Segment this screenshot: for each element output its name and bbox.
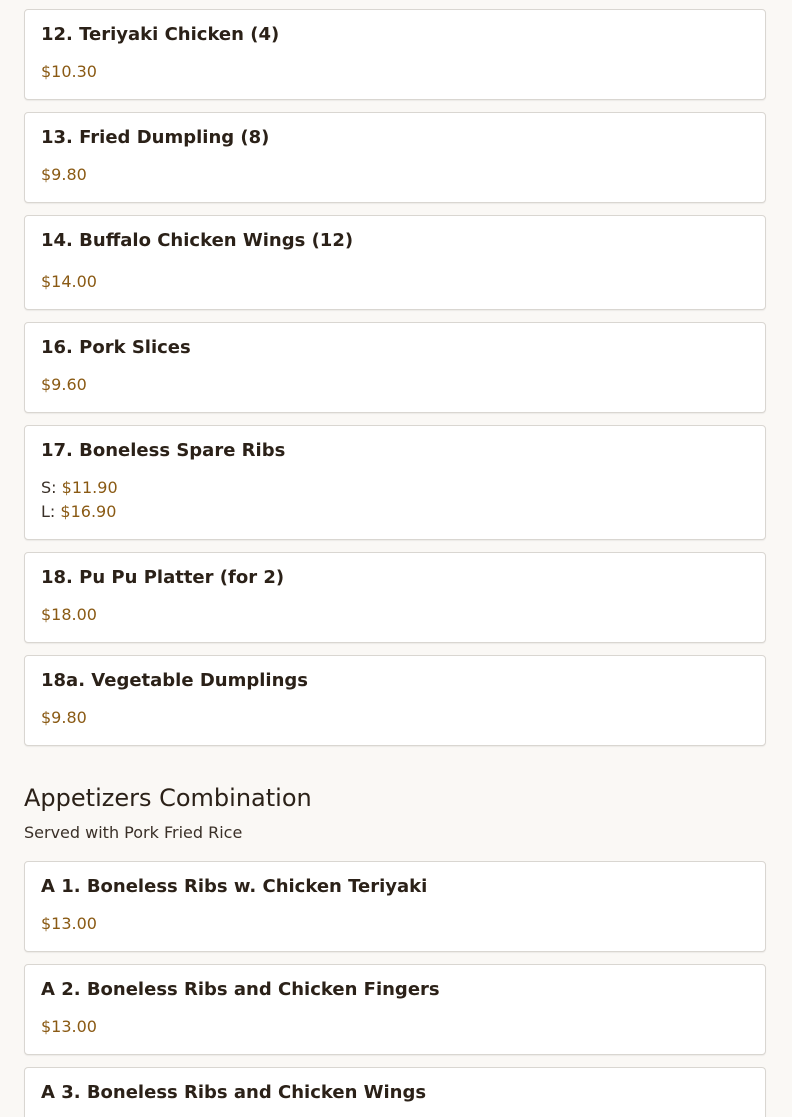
item-price: $14.00 — [41, 272, 97, 291]
size-price: $16.90 — [60, 502, 117, 521]
item-name: 12. Teriyaki Chicken (4) — [41, 24, 280, 45]
item-name: 18. Pu Pu Platter (for 2) — [41, 567, 285, 588]
section-subtitle: Served with Pork Fried Rice — [24, 823, 243, 842]
item-price: $10.30 — [41, 62, 97, 81]
size-label: L: — [41, 502, 56, 521]
item-name: 14. Buffalo Chicken Wings (12) — [41, 230, 354, 251]
item-name: 16. Pork Slices — [41, 337, 191, 358]
menu-item-card[interactable] — [24, 112, 766, 203]
item-price: $9.80 — [41, 165, 87, 184]
item-name: 13. Fried Dumpling (8) — [41, 127, 270, 148]
menu-item-card[interactable] — [24, 552, 766, 643]
menu-item-card[interactable] — [24, 861, 766, 952]
item-price: $18.00 — [41, 605, 97, 624]
menu-item-card[interactable] — [24, 1067, 766, 1117]
menu-item-card[interactable] — [24, 322, 766, 413]
menu-item-card[interactable] — [24, 964, 766, 1055]
menu-item-card[interactable] — [24, 9, 766, 100]
item-name: A 1. Boneless Ribs w. Chicken Teriyaki — [41, 876, 428, 897]
menu-item-card[interactable] — [24, 425, 766, 540]
item-name: 17. Boneless Spare Ribs — [41, 440, 286, 461]
item-price: $9.60 — [41, 375, 87, 394]
item-name: A 2. Boneless Ribs and Chicken Fingers — [41, 979, 440, 1000]
size-price: $11.90 — [61, 478, 118, 497]
menu-item-card[interactable] — [24, 215, 766, 310]
item-price: $9.80 — [41, 708, 87, 727]
size-price-row — [41, 502, 116, 521]
section-title: Appetizers Combination — [24, 784, 312, 812]
size-price-row — [41, 478, 118, 497]
item-name: A 3. Boneless Ribs and Chicken Wings — [41, 1082, 427, 1103]
size-label: S: — [41, 478, 57, 497]
item-price: $13.00 — [41, 1017, 97, 1036]
item-price: $13.00 — [41, 914, 97, 933]
item-name: 18a. Vegetable Dumplings — [41, 670, 308, 691]
menu-item-card[interactable] — [24, 655, 766, 746]
